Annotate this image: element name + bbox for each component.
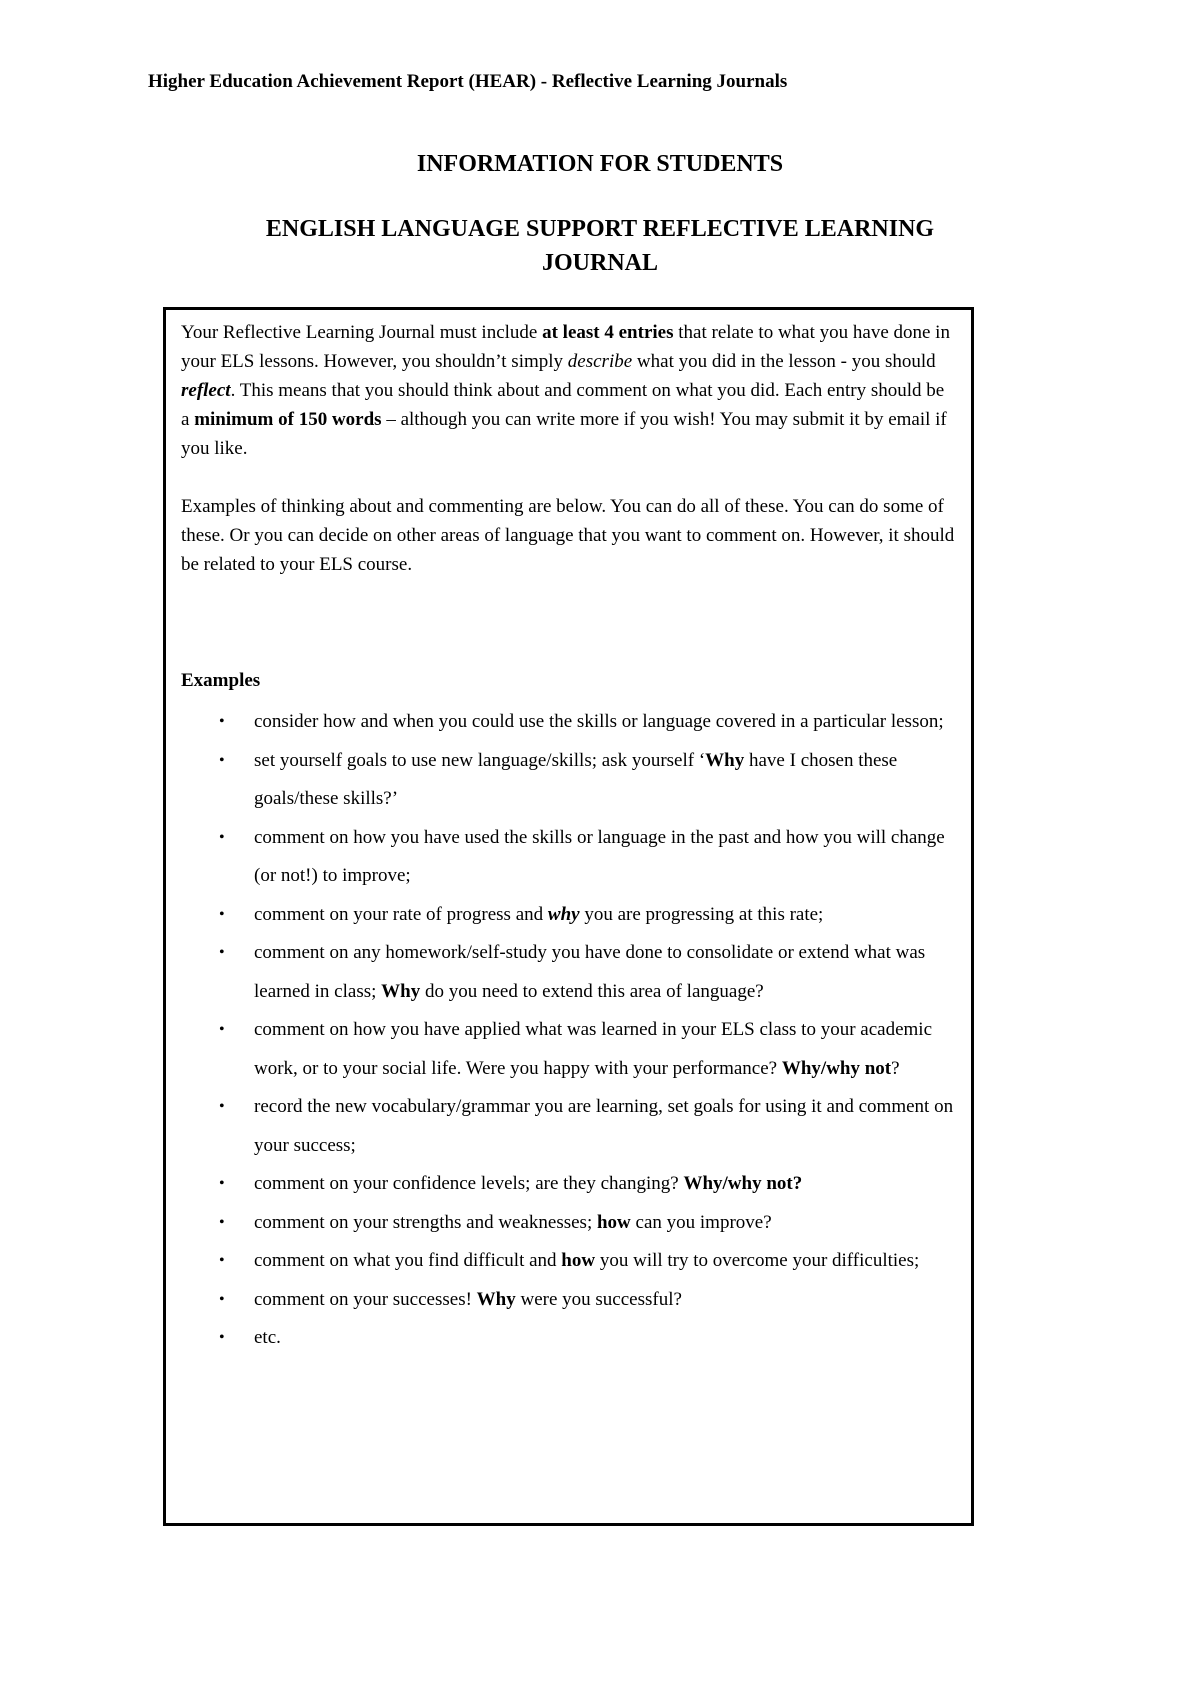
bullet-icon: • bbox=[219, 828, 225, 846]
document-subtitle bbox=[0, 212, 1200, 280]
examples-heading: Examples bbox=[181, 670, 261, 691]
list-item-emphasis: how bbox=[596, 1211, 631, 1233]
bullet-icon: • bbox=[219, 1213, 225, 1231]
list-item-text: were you successful? bbox=[515, 1288, 682, 1310]
list-item-text: comment on any homework/self-study you have done to consolidate or extend what was learned in class; bbox=[254, 942, 926, 1002]
list-item-emphasis: why bbox=[547, 903, 580, 925]
list-item-text: you are progressing at this rate; bbox=[579, 903, 824, 925]
intro-emphasis-reflect: reflect bbox=[181, 380, 231, 401]
list-item-text: comment on your strengths and weaknesses; bbox=[254, 1211, 597, 1233]
list-item-text: ? bbox=[891, 1057, 900, 1079]
bullet-icon: • bbox=[219, 1290, 225, 1308]
content-box-body bbox=[181, 318, 956, 1358]
bullet-icon: • bbox=[219, 1329, 225, 1346]
list-item bbox=[181, 819, 956, 896]
list-item bbox=[181, 1242, 956, 1281]
intro-emphasis-entries: at least 4 entries bbox=[542, 322, 674, 343]
intro-paragraph-1 bbox=[181, 318, 956, 463]
list-item bbox=[181, 934, 956, 1011]
list-item-text: comment on your rate of progress and bbox=[254, 903, 548, 925]
subtitle-line-1: ENGLISH LANGUAGE SUPPORT REFLECTIVE LEARNING bbox=[265, 216, 935, 242]
list-item-text: set yourself goals to use new language/skills; ask yourself ‘ bbox=[254, 749, 706, 771]
content-box bbox=[163, 307, 974, 1526]
intro-paragraph-2: Examples of thinking about and commenting are below. You can do all of these. You can do some of these. Or you can decide on other areas of language that you want to comment on. However, it should be related to your ELS course. bbox=[181, 496, 955, 575]
list-item bbox=[181, 1011, 956, 1088]
intro-text: . This means that you should think about and comment on what you did. Each entry should be a bbox=[181, 380, 945, 430]
examples-list bbox=[181, 703, 956, 1358]
list-item bbox=[181, 1088, 956, 1165]
bullet-icon: • bbox=[219, 1252, 225, 1269]
list-item-text: do you need to extend this area of language? bbox=[420, 980, 764, 1002]
bullet-icon: • bbox=[219, 1175, 225, 1192]
list-item bbox=[181, 1319, 956, 1358]
list-item-emphasis: how bbox=[561, 1250, 596, 1271]
list-item-emphasis: Why/why not bbox=[781, 1057, 892, 1079]
list-item-emphasis: Why/why not? bbox=[683, 1173, 803, 1194]
intro-emphasis-describe: describe bbox=[567, 351, 633, 372]
page-title: INFORMATION FOR STUDENTS bbox=[416, 151, 784, 177]
list-item bbox=[181, 1165, 956, 1204]
list-item-text: comment on how you have applied what was learned in your ELS class to your academic work, or to your social life. Were you happy with your performance? bbox=[254, 1019, 932, 1079]
bullet-icon: • bbox=[219, 1098, 225, 1115]
intro-text: Your Reflective Learning Journal must include bbox=[181, 322, 543, 343]
running-header: Higher Education Achievement Report (HEAR) - Reflective Learning Journals bbox=[148, 71, 788, 92]
intro-text: – although you can write more if you wish! You may submit it by email if you like. bbox=[181, 409, 947, 459]
list-item bbox=[181, 1281, 956, 1320]
list-item bbox=[181, 742, 956, 819]
list-item-text: comment on your successes! bbox=[254, 1288, 477, 1310]
bullet-icon: • bbox=[219, 751, 225, 769]
list-item-text: can you improve? bbox=[630, 1211, 772, 1233]
list-item-text: comment on your confidence levels; are they changing? bbox=[254, 1173, 684, 1194]
list-item-text: comment on how you have used the skills or language in the past and how you will change (or not!) to improve; bbox=[254, 826, 945, 886]
list-item-emphasis: Why bbox=[476, 1288, 516, 1310]
list-item-text: have I chosen these goals/these skills?’ bbox=[254, 749, 898, 809]
bullet-icon: • bbox=[219, 713, 225, 730]
bullet-icon: • bbox=[219, 1021, 225, 1038]
list-item-emphasis: Why bbox=[705, 749, 745, 771]
subtitle-line-2: JOURNAL bbox=[541, 250, 658, 276]
list-item bbox=[181, 703, 956, 742]
list-item bbox=[181, 1204, 956, 1243]
list-item-text: consider how and when you could use the skills or language covered in a particular lesson; bbox=[254, 711, 944, 732]
list-item-text: etc. bbox=[254, 1327, 281, 1348]
list-item-text: comment on what you find difficult and bbox=[254, 1250, 562, 1271]
list-item-text: record the new vocabulary/grammar you are learning, set goals for using it and comment on your success; bbox=[254, 1096, 954, 1156]
list-item-text: you will try to overcome your difficulties; bbox=[595, 1250, 920, 1271]
bullet-icon: • bbox=[219, 944, 225, 961]
list-item bbox=[181, 896, 956, 935]
list-item-emphasis: Why bbox=[381, 980, 421, 1002]
intro-text: that relate to what you have done in your ELS lessons. However, you shouldn’t simply bbox=[181, 322, 950, 372]
intro-emphasis-minimum: minimum of 150 words bbox=[194, 409, 382, 430]
intro-text: what you did in the lesson - you should bbox=[632, 351, 936, 372]
bullet-icon: • bbox=[219, 905, 225, 923]
